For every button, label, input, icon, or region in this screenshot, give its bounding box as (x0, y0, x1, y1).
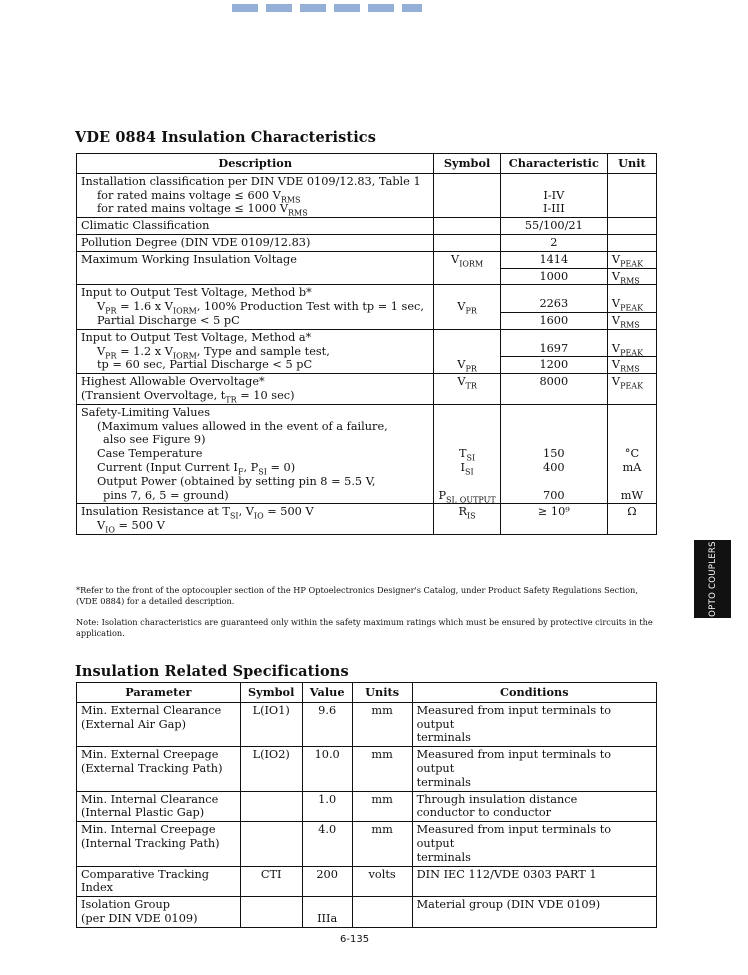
value-cell: IIIa (302, 897, 352, 928)
characteristic-cell: 8000 (500, 374, 607, 405)
parameter-cell: Min. External Creepage (External Tracking Path) (77, 747, 241, 791)
symbol-cell (240, 897, 302, 928)
value-cell: 10.0 (302, 747, 352, 791)
table-row (77, 218, 657, 235)
table-row (77, 404, 657, 504)
unit-cell: $V_{PEAK}$ $V_{RMS}$ (607, 251, 656, 285)
description-cell: Insulation Resistance at $T_{SI}$, $V_{IO} = 500$ V $V_{IO} = 500$ V (77, 504, 434, 535)
symbol-cell: L(IO1) (240, 702, 302, 746)
characteristic-cell: 150 400 700 (500, 404, 607, 504)
conditions-cell: Measured from input terminals to output terminals (412, 747, 656, 791)
table-row (77, 329, 657, 373)
footnote-note: Note: Isolation characteristics are guaranteed only within the safety maximum ratings which must be ensured by protective circuits in the application. (76, 617, 653, 638)
description-cell: Highest Allowable Overvoltage* (Transient Overvoltage, $t_{TR} = 10$ sec) (77, 374, 434, 405)
description-cell: Maximum Working Insulation Voltage (77, 251, 434, 285)
characteristic-cell: ≥ 10⁹ (500, 504, 607, 535)
symbol-cell: $V_{PR}$ (434, 329, 500, 373)
description-cell: Installation classification per DIN VDE 0109/12.83, Table 1 for rated mains voltage ≤ 600 $V_{RMS}$ for rated mains voltage ≤ 1000 $V_{RMS}$ (77, 173, 434, 217)
table-row (77, 285, 657, 329)
symbol-cell: $T_{SI}$ $I_{SI}$ $P_{SI, OUTPUT}$ (434, 404, 500, 504)
table-row (77, 504, 657, 535)
table-row (77, 866, 657, 897)
symbol-cell (240, 791, 302, 822)
symbol-cell: $V_{TR}$ (434, 374, 500, 405)
parameter-cell: Comparative Tracking Index (77, 866, 241, 897)
characteristic-cell: 1414 1000 (500, 251, 607, 285)
unit-cell: Ω (607, 504, 656, 535)
characteristic-cell: 2 (500, 234, 607, 251)
parameter-cell: Min. Internal Clearance (Internal Plastic Gap) (77, 791, 241, 822)
conditions-cell: DIN IEC 112/VDE 0303 PART 1 (412, 866, 656, 897)
column-header: Characteristic (500, 154, 607, 174)
unit-cell: $V_{PEAK}$ $V_{RMS}$ (607, 329, 656, 373)
footnote-refer: *Refer to the front of the optocoupler section of the HP Optoelectronics Designer's Catalog, under Product Safety Regulations Section, (VDE 0884) for a detailed description. (76, 585, 638, 606)
column-header: Conditions (412, 683, 656, 703)
unit-cell (607, 173, 656, 217)
description-cell: Pollution Degree (DIN VDE 0109/12.83) (77, 234, 434, 251)
units-cell: mm (352, 702, 412, 746)
table-row (77, 897, 657, 928)
table-header-row (77, 683, 657, 703)
symbol-cell (434, 173, 500, 217)
characteristic-cell: 2263 1600 (500, 285, 607, 329)
column-header: Symbol (434, 154, 500, 174)
column-header: Description (77, 154, 434, 174)
units-cell: mm (352, 822, 412, 866)
header-logo-fragment (232, 4, 422, 12)
table-row (77, 251, 657, 285)
symbol-cell (240, 822, 302, 866)
column-header: Parameter (77, 683, 241, 703)
table-row (77, 374, 657, 405)
symbol-cell: CTI (240, 866, 302, 897)
value-cell: 1.0 (302, 791, 352, 822)
section-title-insulation: Insulation Related Specifications (75, 663, 349, 680)
parameter-cell: Min. Internal Creepage (Internal Tracking Path) (77, 822, 241, 866)
conditions-cell: Measured from input terminals to output terminals (412, 702, 656, 746)
description-cell: Safety-Limiting Values (Maximum values allowed in the event of a failure, also see Figure 9) Case Temperature Current (Input Current $I_F$, $P_{SI} = 0$) Output Power (obtained by setting pin 8 = 5.5 V, pins 7, 6, 5 = ground) (77, 404, 434, 504)
symbol-cell: $V_{IORM}$ (434, 251, 500, 285)
characteristic-cell: 55/100/21 (500, 218, 607, 235)
column-header: Value (302, 683, 352, 703)
characteristic-cell: I-IV I-III (500, 173, 607, 217)
table-row (77, 791, 657, 822)
symbol-cell: $R_{IS}$ (434, 504, 500, 535)
unit-cell: °C mA mW (607, 404, 656, 504)
conditions-cell: Material group (DIN VDE 0109) (412, 897, 656, 928)
column-header: Symbol (240, 683, 302, 703)
units-cell (352, 897, 412, 928)
section-side-tab: OPTO COUPLERS (694, 540, 731, 618)
description-cell: Input to Output Test Voltage, Method b* $V_{PR} = 1.6$ x $V_{IORM}$, 100% Production Test with tp = 1 sec, Partial Discharge < 5 pC (77, 285, 434, 329)
units-cell: volts (352, 866, 412, 897)
section-title-vde: VDE 0884 Insulation Characteristics (75, 129, 377, 146)
symbol-cell: L(IO2) (240, 747, 302, 791)
conditions-cell: Measured from input terminals to output terminals (412, 822, 656, 866)
insulation-specs-table (76, 682, 657, 928)
symbol-cell: $V_{PR}$ (434, 285, 500, 329)
parameter-cell: Min. External Clearance (External Air Gap) (77, 702, 241, 746)
conditions-cell: Through insulation distance conductor to conductor (412, 791, 656, 822)
table-row (77, 747, 657, 791)
vde-insulation-table (76, 153, 657, 535)
value-cell: 4.0 (302, 822, 352, 866)
unit-cell: $V_{PEAK}$ $V_{RMS}$ (607, 285, 656, 329)
column-header: Units (352, 683, 412, 703)
table-row (77, 702, 657, 746)
column-header: Unit (607, 154, 656, 174)
page-number: 6-135 (340, 934, 370, 945)
table-row (77, 173, 657, 217)
value-cell: 200 (302, 866, 352, 897)
parameter-cell: Isolation Group (per DIN VDE 0109) (77, 897, 241, 928)
description-cell: Climatic Classification (77, 218, 434, 235)
unit-cell: $V_{PEAK}$ (607, 374, 656, 405)
table-row (77, 234, 657, 251)
units-cell: mm (352, 791, 412, 822)
description-cell: Input to Output Test Voltage, Method a* $V_{PR} = 1.2$ x $V_{IORM}$, Type and sample test, tp = 60 sec, Partial Discharge < 5 pC (77, 329, 434, 373)
characteristic-cell: 1697 1200 (500, 329, 607, 373)
units-cell: mm (352, 747, 412, 791)
table-row (77, 822, 657, 866)
table-header-row (77, 154, 657, 174)
value-cell: 9.6 (302, 702, 352, 746)
